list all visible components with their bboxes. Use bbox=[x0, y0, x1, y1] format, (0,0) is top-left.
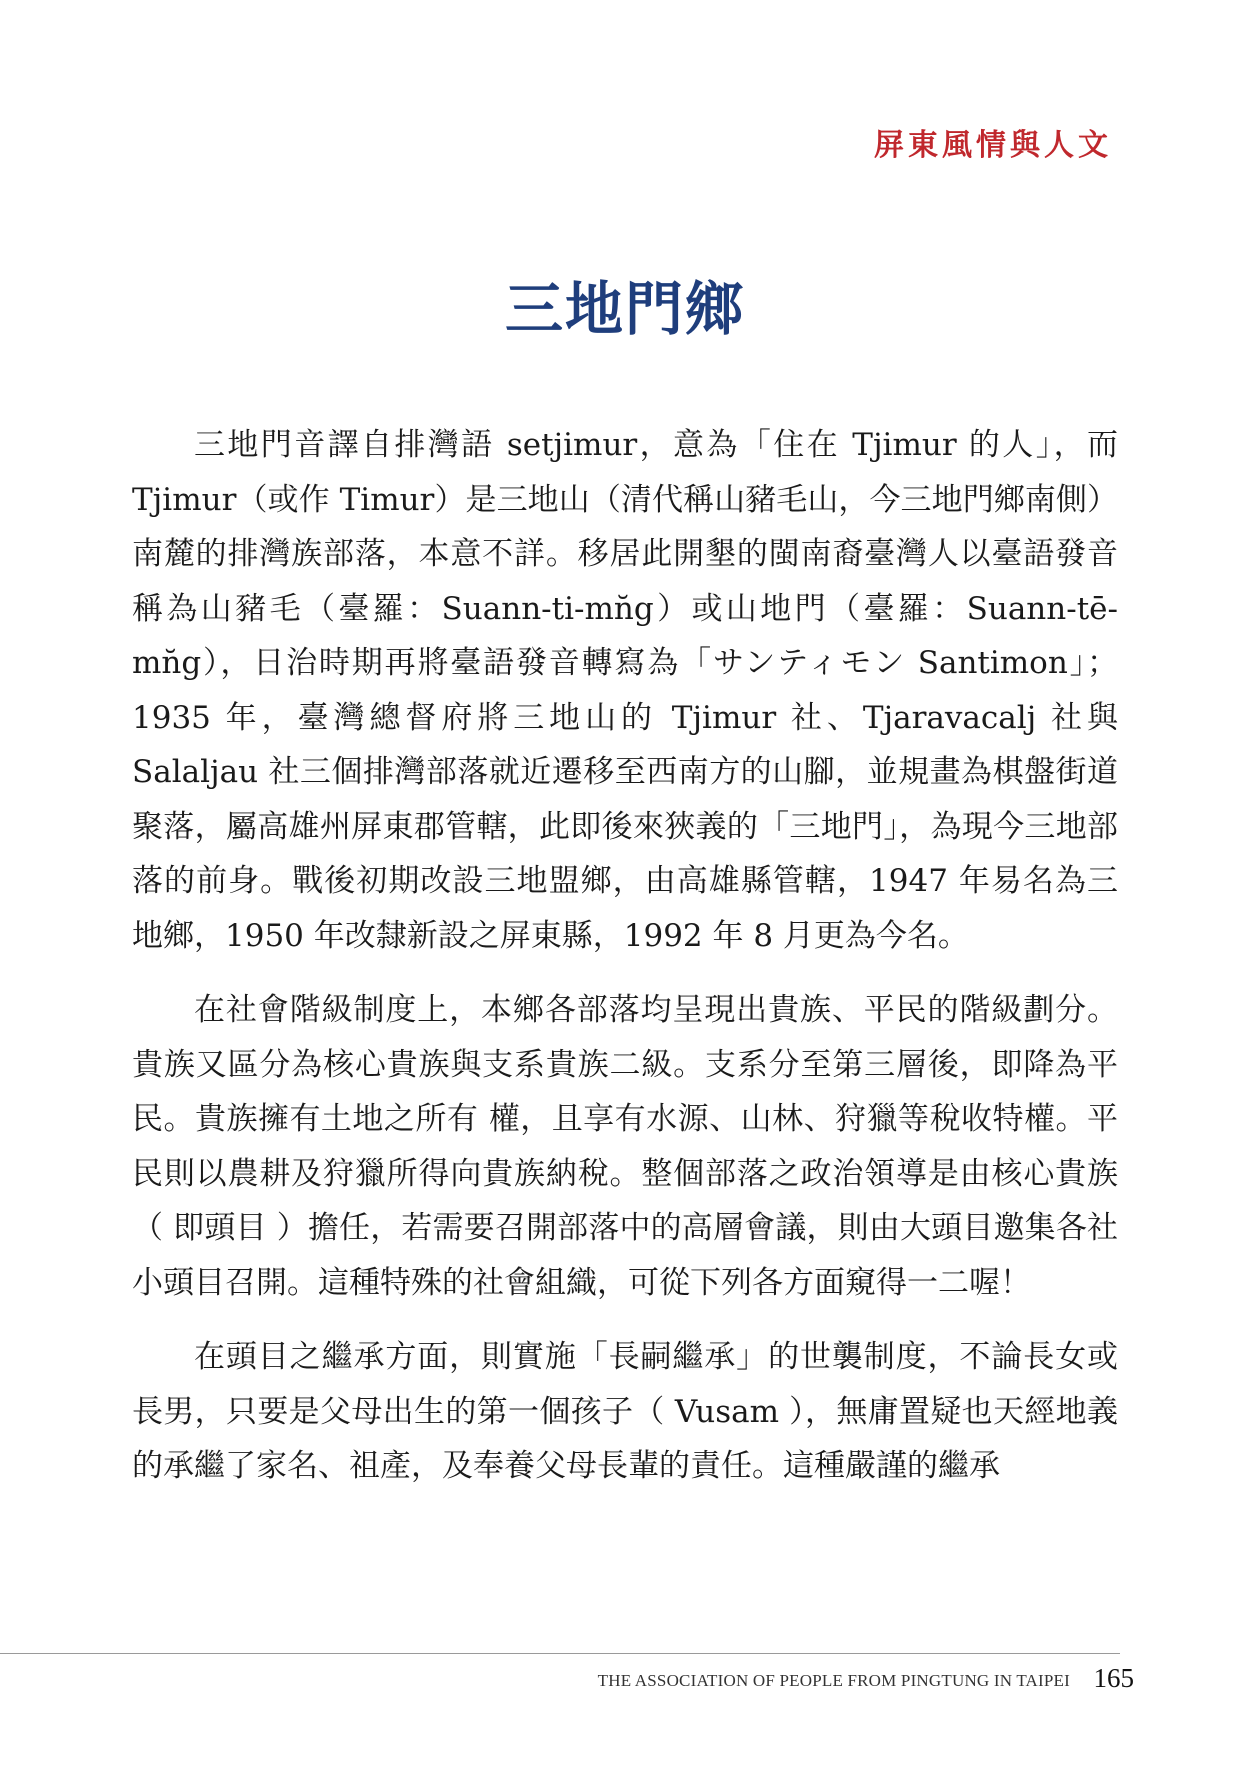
page-number: 165 bbox=[1093, 1663, 1134, 1693]
footer-divider bbox=[0, 1653, 1120, 1654]
paragraph-2: 在社會階級制度上，本鄉各部落均呈現出貴族、平民的階級劃分。貴族又區分為核心貴族與支系貴族二級。支系分至第三層後，即降為平民。貴族擁有土地之所有 權，且享有水源、山林、狩獵等稅收特權。平民則以農耕及狩獵所得向貴族納稅。整個部落之政治領導是由核心貴族（ 即頭目 ）擔任，若需要召開部落中的高層會議，則由大頭目邀集各社小頭目召開。這種特殊的社會組織，可從下列各方面窺得一二喔！ bbox=[132, 992, 1118, 1301]
paragraph-1: 三地門音譯自排灣語 setjimur，意為「住在 Tjimur 的人」，而 Tjimur（或作 Timur）是三地山（清代稱山豬毛山，今三地門鄉南側）南麓的排灣族部落，本意不詳。移居此開墾的閩南裔臺灣人以臺語發音稱為山豬毛（臺羅：Suann-ti-mn̆g）或山地門（臺羅：Suann-tē-mn̆g），日治時期再將臺語發音轉寫為「サンティモン Santimon」；1935 年，臺灣總督府將三地山的 Tjimur 社、Tjaravacalj 社與 Salaljau 社三個排灣部落就近遷移至西南方的山腳，並規畫為棋盤街道聚落，屬高雄州屏東郡管轄，此即後來狹義的「三地門」，為現今三地部落的前身。戰後初期改設三地盟鄉，由高雄縣管轄，1947 年易名為三地鄉，1950 年改隸新設之屏東縣，1992 年 8 月更為今名。 bbox=[132, 427, 1118, 954]
paragraph-3: 在頭目之繼承方面，則實施「長嗣繼承」的世襲制度，不論長女或長男，只要是父母出生的第一個孩子（ Vusam ），無庸置疑也天經地義的承繼了家名、祖產，及奉養父母長輩的責任。這種嚴謹的繼承 bbox=[132, 1339, 1118, 1484]
chapter-title: 三地門鄉 bbox=[504, 275, 745, 343]
body-text bbox=[132, 418, 1118, 1514]
footer-association-name: THE ASSOCIATION OF PEOPLE FROM PINGTUNG IN TAIPEI bbox=[597, 1671, 1070, 1690]
running-header-book-title: 屏東風情與人文 bbox=[874, 128, 1112, 163]
